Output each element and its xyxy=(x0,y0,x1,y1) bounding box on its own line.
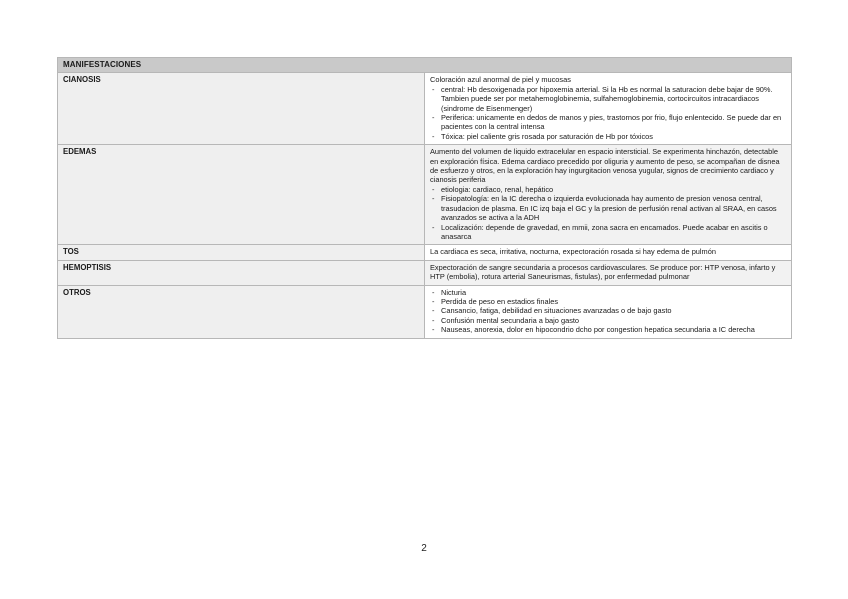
list-item: - Periferica: unicamente en dedos de manos y pies, trastornos por frio, flujo enlentecido. Se puede dar en pacientes con la central intensa xyxy=(430,113,786,132)
row-list-edemas xyxy=(430,185,786,241)
list-item: - central: Hb desoxigenada por hipoxemia arterial. Si la Hb es normal la saturacion debe bajar de 90%. Tambien puede ser por metahemoglobinemia, sulfahemoglobinemia, cortocircuitos intracardiacos (sindrome de Eisenmenger) xyxy=(430,85,786,113)
row-content-edemas xyxy=(425,145,792,245)
table-row-otros xyxy=(58,285,792,338)
list-item: - Cansancio, fatiga, debilidad en situaciones avanzadas o de bajo gasto xyxy=(430,306,786,315)
row-list-cianosis xyxy=(430,85,786,141)
row-label-hemoptisis: HEMOPTISIS xyxy=(58,260,425,285)
table-row-cianosis xyxy=(58,73,792,145)
table-row-edemas xyxy=(58,145,792,245)
row-content-otros xyxy=(425,285,792,338)
row-list-otros xyxy=(430,288,786,335)
page-number: 2 xyxy=(421,543,427,554)
row-label-edemas: EDEMAS xyxy=(58,145,425,245)
list-item: - Nicturia xyxy=(430,288,786,297)
row-label-cianosis: CIANOSIS xyxy=(58,73,425,145)
table-row-tos xyxy=(58,245,792,260)
list-item: - Localización: depende de gravedad, en mmii, zona sacra en encamados. Puede acabar en ascitis o anasarca xyxy=(430,223,786,242)
table-header-row xyxy=(58,58,792,73)
row-content-tos xyxy=(425,245,792,260)
list-item: - Perdida de peso en estadios finales xyxy=(430,297,786,306)
table-header: MANIFESTACIONES xyxy=(58,58,792,73)
row-label-otros: OTROS xyxy=(58,285,425,338)
row-intro-tos: La cardiaca es seca, irritativa, nocturna, expectoración rosada si hay edema de pulmón xyxy=(430,247,716,257)
row-intro-cianosis: Coloración azul anormal de piel y mucosas xyxy=(430,75,571,85)
row-label-tos: TOS xyxy=(58,245,425,260)
list-item: - Confusión mental secundaria a bajo gasto xyxy=(430,316,786,325)
list-item: - Fisiopatología: en la IC derecha o izquierda evolucionada hay aumento de presion venosa central, trasudacion de plasma. En IC izq baja el GC y la presion de perfusión renal activan al SRAA, en casos avanzados se activa a la ADH xyxy=(430,194,786,222)
list-item: - Tóxica: piel caliente gris rosada por saturación de Hb por tóxicos xyxy=(430,132,786,141)
table-row-hemoptisis xyxy=(58,260,792,285)
list-item: - etiologia: cardiaco, renal, hepático xyxy=(430,185,786,194)
list-item: - Nauseas, anorexia, dolor en hipocondrio dcho por congestion hepatica secundaria a IC derecha xyxy=(430,325,786,334)
row-content-hemoptisis xyxy=(425,260,792,285)
row-intro-hemoptisis: Expectoración de sangre secundaria a procesos cardiovasculares. Se produce por: HTP venosa, infarto y HTP (embolia), rotura arterial Saneurismas, fistulas), por enfermedad pulmonar xyxy=(430,262,776,282)
row-intro-edemas: Aumento del volumen de liquido extracelular en espacio intersticial. Se experimenta hinchazón, detectable en exploración física. Edema cardiaco precedido por oliguria y aumento de peso, se acompañan de disnea de esfuerzo y otros, en la exploración hay ingurgitacion venosa yugular, signos de crecimiento cardiaco y cianosis periferia xyxy=(430,147,780,185)
row-content-cianosis xyxy=(425,73,792,145)
manifestations-table xyxy=(57,57,792,339)
